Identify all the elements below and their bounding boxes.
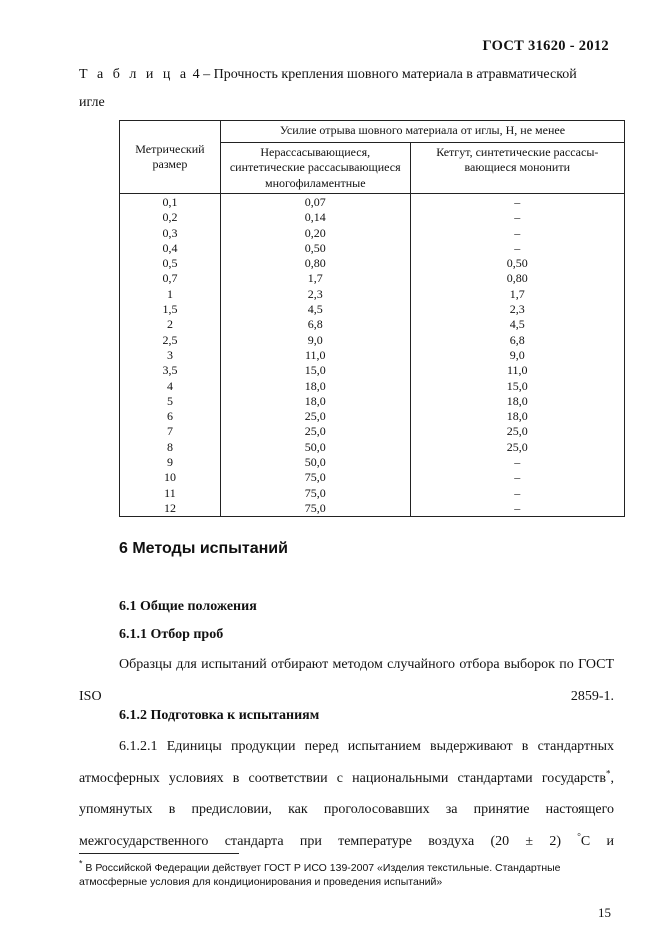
strength-table (119, 120, 625, 517)
header-col-catgut: Кетгут, синтетические рассасывающиеся мононити (410, 142, 624, 194)
nonabsorbable-value-cell: 18,0 (304, 393, 326, 408)
catgut-value-cell: 0,50 (506, 256, 528, 271)
paragraph-text: , упомянутых в предисловии, как проголосовавших за принятие настоящего межгосударственного стандарта при температуре воздуха (20 ± 2) (79, 770, 614, 849)
nonabsorbable-value-cell: 75,0 (304, 485, 326, 500)
size-cell: 3 (166, 347, 173, 362)
nonabsorbable-value-cell: 18,0 (304, 378, 326, 393)
header-col-nonabsorbable: Нерассасывающиеся, синтетические рассасывающиеся многофиламентные (220, 142, 410, 194)
nonabsorbable-value-cell: 0,80 (304, 256, 326, 271)
size-cell: 2 (166, 317, 173, 332)
nonabsorbable-value-cell: 4,5 (307, 302, 323, 317)
document-code: ГОСТ 31620 - 2012 (482, 38, 609, 54)
column-nonabsorbable (220, 194, 410, 517)
size-cell: 0,5 (162, 256, 178, 271)
size-cell: 4 (166, 378, 173, 393)
nonabsorbable-value-cell: 25,0 (304, 409, 326, 424)
catgut-value-cell: 18,0 (506, 393, 528, 408)
size-cell: 2,5 (162, 332, 178, 347)
paragraph-text: 6.1.2.1 Единицы продукции перед испытанием выдерживают в стандартных атмосферных условиях в соответствии с национальными стандартами государств (79, 739, 614, 786)
catgut-value-cell: – (514, 225, 521, 240)
paragraph-6-1-1: Образцы для испытаний отбирают методом случайного отбора выборок по ГОСТ ISO 2859-1. (79, 657, 614, 704)
size-cell: 12 (163, 500, 176, 515)
catgut-value-cell: 15,0 (506, 378, 528, 393)
nonabsorbable-value-cell: 6,8 (307, 317, 323, 332)
catgut-value-cell: 9,0 (509, 347, 525, 362)
size-cell: 9 (166, 455, 173, 470)
section-title: 6 Методы испытаний (119, 540, 288, 557)
catgut-value-cell: 0,80 (506, 271, 528, 286)
table-caption-continuation: игле (79, 95, 105, 110)
size-cell: 3,5 (162, 363, 178, 378)
nonabsorbable-value-cell: 0,20 (304, 225, 326, 240)
catgut-value-cell: 2,3 (509, 302, 525, 317)
nonabsorbable-value-cell: 11,0 (304, 347, 326, 362)
size-cell: 0,4 (162, 240, 178, 255)
degree-mark: ° (577, 830, 581, 841)
nonabsorbable-value-cell: 15,0 (304, 363, 326, 378)
size-cell: 1 (166, 286, 173, 301)
footnote-reference: * (606, 767, 611, 778)
footnote-mark: * (79, 858, 83, 869)
column-catgut (410, 194, 624, 517)
size-cell: 10 (163, 470, 176, 485)
size-cell: 8 (166, 439, 173, 454)
nonabsorbable-value-cell: 50,0 (304, 439, 326, 454)
nonabsorbable-value-cell: 25,0 (304, 424, 326, 439)
table-caption-label: Т а б л и ц а (79, 67, 190, 82)
catgut-value-cell: 25,0 (506, 439, 528, 454)
catgut-value-cell: 18,0 (506, 409, 528, 424)
catgut-value-cell: 25,0 (506, 424, 528, 439)
size-cell: 0,3 (162, 225, 178, 240)
paragraph-6-1-2-1 (79, 731, 614, 857)
catgut-value-cell: 11,0 (507, 363, 528, 378)
catgut-value-cell: 1,7 (509, 286, 525, 301)
subsection-6-1-1: 6.1.1 Отбор проб (119, 627, 224, 642)
size-cell: 5 (166, 393, 173, 408)
nonabsorbable-value-cell: 75,0 (304, 500, 326, 515)
size-cell: 0,1 (162, 195, 178, 209)
catgut-value-cell: – (514, 455, 521, 470)
nonabsorbable-value-cell: 1,7 (307, 271, 323, 286)
paragraph-text: С и (580, 833, 614, 849)
table-caption-text: 4 – Прочность крепления шовного материала в атравматической (189, 67, 577, 82)
size-cell: 1,5 (162, 302, 178, 317)
size-cell: 7 (166, 424, 173, 439)
size-cell: 11 (164, 485, 176, 500)
nonabsorbable-value-cell: 0,50 (304, 240, 326, 255)
footnote (79, 858, 619, 889)
catgut-value-cell: 4,5 (509, 317, 525, 332)
size-cell: 0,7 (162, 271, 178, 286)
header-group: Усилие отрыва шовного материала от иглы, Н, не менее (220, 121, 624, 143)
page-number: 15 (598, 905, 611, 920)
nonabsorbable-value-cell: 0,14 (304, 210, 326, 225)
subsection-6-1: 6.1 Общие положения (119, 599, 257, 614)
subsection-6-1-2: 6.1.2 Подготовка к испытаниям (119, 708, 320, 723)
header-size: Метрический размер (120, 121, 221, 194)
catgut-value-cell: – (514, 240, 521, 255)
nonabsorbable-value-cell: 2,3 (307, 286, 323, 301)
size-cell: 6 (166, 409, 173, 424)
nonabsorbable-value-cell: 9,0 (307, 332, 323, 347)
footnote-divider (79, 853, 239, 854)
size-cell: 0,2 (162, 210, 178, 225)
catgut-value-cell: – (514, 470, 521, 485)
table-caption (79, 67, 577, 83)
catgut-value-cell: 6,8 (509, 332, 525, 347)
catgut-value-cell: – (514, 210, 521, 225)
nonabsorbable-value-cell: 50,0 (304, 455, 326, 470)
catgut-value-cell: – (514, 195, 521, 209)
column-sizes (120, 194, 221, 517)
catgut-value-cell: – (514, 485, 521, 500)
footnote-text: В Российской Федерации действует ГОСТ Р ИСО 139-2007 «Изделия текстильные. Стандартные атмосферные условия для кондиционирования и проведения испытаний» (79, 862, 561, 888)
catgut-value-cell: – (514, 500, 521, 515)
nonabsorbable-value-cell: 75,0 (304, 470, 326, 485)
nonabsorbable-value-cell: 0,07 (304, 195, 326, 209)
